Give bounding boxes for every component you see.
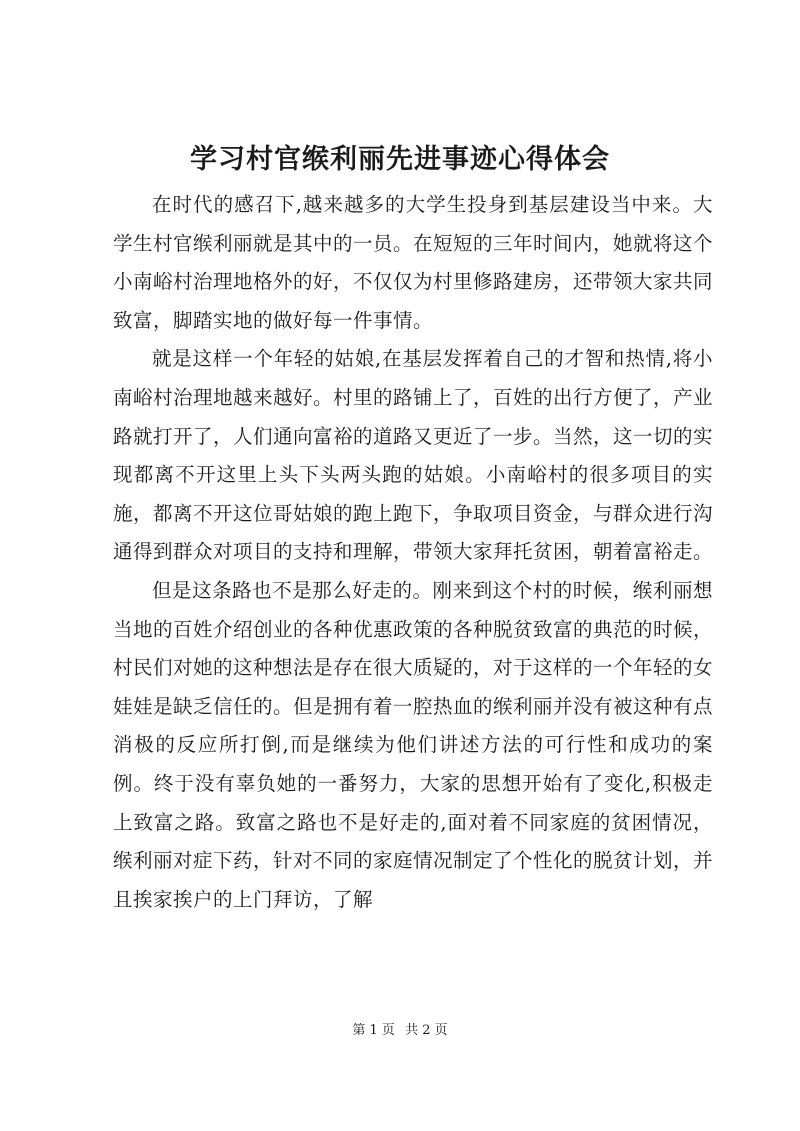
page-number: 第 1 页 [352,1023,395,1038]
page-footer [0,1021,800,1041]
paragraph-2: 就是这样一个年轻的姑娘,在基层发挥着自己的才智和热情,将小南峪村治理地越来越好。村里的路铺上了，百姓的出行方便了，产业路就打开了，人们通向富裕的道路又更近了一步。当然，这一切的实现都离不开这里上头下头两头跑的姑娘。小南峪村的很多项目的实施，都离不开这位哥姑娘的跑上跑下，争取项目资金，与群众进行沟通得到群众对项目的支持和理解，带领大家拜托贫困，朝着富裕走。 [113,347,714,564]
page-total: 共 2 页 [405,1023,448,1038]
paragraph-1: 在时代的感召下,越来越多的大学生投身到基层建设当中来。大学生村官缑利丽就是其中的一员。在短短的三年时间内，她就将这个小南峪村治理地格外的好，不仅仅为村里修路建房，还带领大家共同致富，脚踏实地的做好每一件事情。 [113,193,714,332]
document-title: 学习村官缑利丽先进事迹心得体会 [190,144,610,175]
document-body [113,186,713,919]
paragraph-3: 但是这条路也不是那么好走的。刚来到这个村的时候，缑利丽想当地的百姓介绍创业的各种优惠政策的各种脱贫致富的典范的时候，村民们对她的这种想法是存在很大质疑的，对于这样的一个年轻的女娃娃是缺乏信任的。但是拥有着一腔热血的缑利丽并没有被这种有点消极的反应所打倒,而是继续为他们讲述方法的可行性和成功的案例。终于没有辜负她的一番努力，大家的思想开始有了变化,积极走上致富之路。致富之路也不是好走的,面对着不同家庭的贫困情况，缑利丽对症下药，针对不同的家庭情况制定了个性化的脱贫计划，并且挨家挨户的上门拜访，了解 [113,578,714,911]
